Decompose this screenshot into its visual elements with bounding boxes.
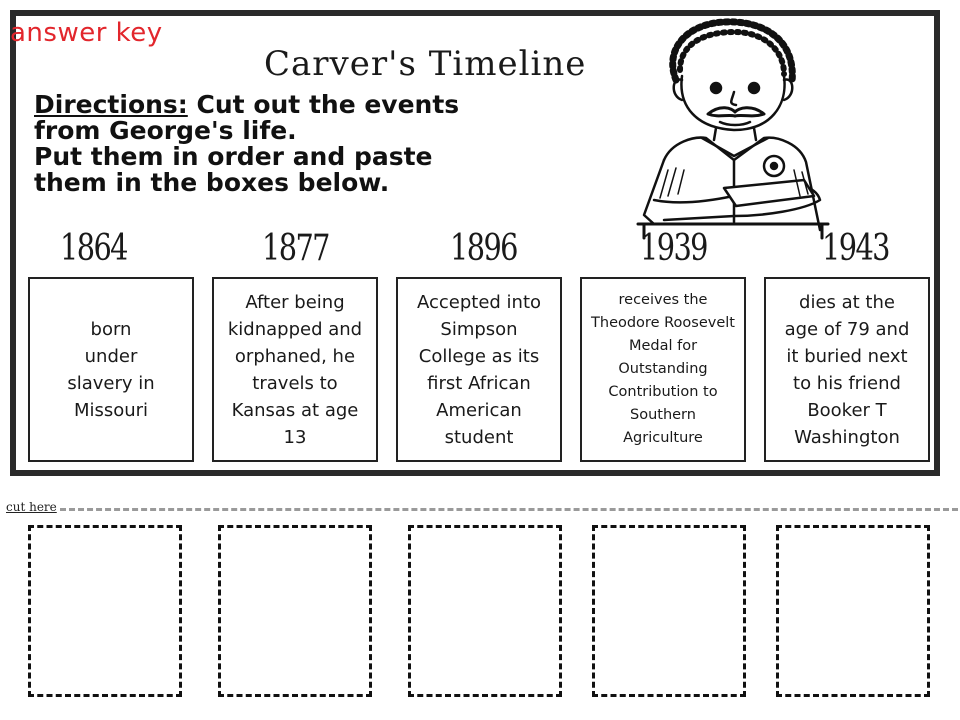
directions-line-1: Cut out the events — [196, 90, 460, 119]
directions-line-3: Put them in order and paste — [34, 142, 433, 171]
timeline-event-text-2: After being kidnapped and orphaned, he travels to Kansas at age 13 — [227, 291, 363, 448]
timeline-year-5: 1943 — [822, 228, 889, 269]
timeline-year-2: 1877 — [262, 228, 329, 269]
timeline-event-box-2 — [212, 277, 378, 462]
paste-box-5 — [776, 525, 930, 697]
timeline-event-text-5: dies at the age of 79 and it buried next to his friend Booker T Washington — [784, 291, 910, 448]
cut-line — [60, 508, 958, 511]
timeline-event-text-3: Accepted into Simpson College as its first African American student — [416, 291, 542, 448]
worksheet-title: Carver's Timeline — [264, 44, 587, 84]
carver-portrait-illustration — [624, 10, 844, 240]
timeline-year-4: 1939 — [640, 228, 707, 269]
directions-label: Directions: — [34, 90, 188, 119]
timeline-year-3: 1896 — [450, 228, 517, 269]
portrait-icon — [624, 10, 844, 240]
timeline-event-box-3 — [396, 277, 562, 462]
answer-key-label: answer key — [10, 18, 163, 48]
timeline-event-box-4 — [580, 277, 746, 462]
timeline-event-text-4: receives the Theodore Roosevelt Medal for Outstanding Contribution to Southern Agriculture — [591, 292, 735, 446]
directions-line-2: from George's life. — [34, 116, 297, 145]
directions-block — [34, 92, 504, 196]
timeline-event-text-1: born under slavery in Missouri — [67, 318, 155, 421]
directions-line-4: them in the boxes below. — [34, 168, 390, 197]
cut-here-label: cut here — [6, 500, 57, 514]
timeline-year-1: 1864 — [60, 228, 127, 269]
paste-box-1 — [28, 525, 182, 697]
timeline-event-box-1 — [28, 277, 194, 462]
paste-box-3 — [408, 525, 562, 697]
timeline-event-box-5 — [764, 277, 930, 462]
paste-box-4 — [592, 525, 746, 697]
paste-box-2 — [218, 525, 372, 697]
